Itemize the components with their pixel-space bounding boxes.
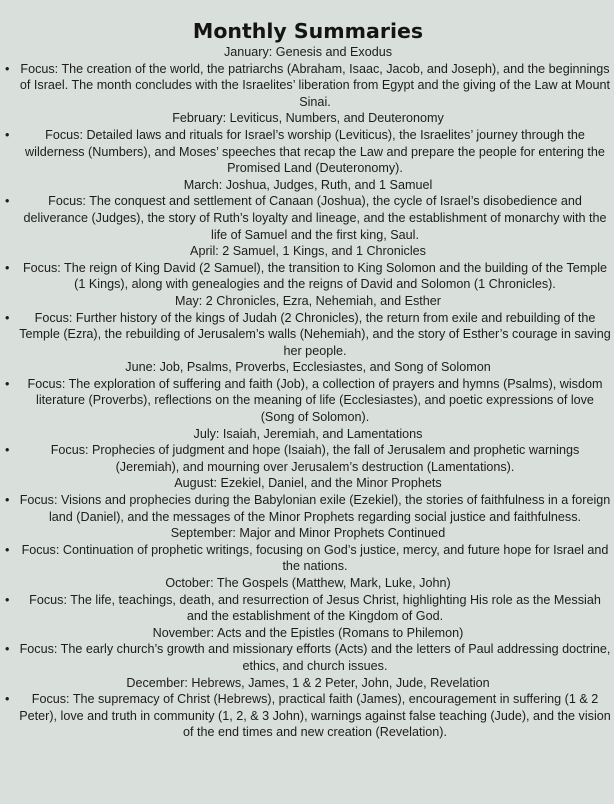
month-focus [4,592,612,625]
month-focus [4,691,612,741]
month-heading: June: Job, Psalms, Proverbs, Ecclesiastes, and Song of Solomon [125,360,491,375]
month-heading: July: Isaiah, Jeremiah, and Lamentations [193,426,423,441]
month-focus [4,260,612,293]
month-focus [4,442,612,475]
month-heading: September: Major and Minor Prophets Continued [170,526,446,541]
focus-text: Focus: Continuation of prophetic writings, focusing on God’s justice, mercy, and future hope for Israel and the nations. [21,542,609,574]
bullet-icon: • [5,310,10,325]
month-heading: January: Genesis and Exodus [223,45,393,59]
focus-text: Focus: Visions and prophecies during the Babylonian exile (Ezekiel), the stories of faithfulness in a foreign land (Daniel), and the messages of the Minor Prophets regarding social justice and faithfulness. [19,493,611,524]
month-heading: April: 2 Samuel, 1 Kings, and 1 Chronicles [190,244,426,259]
month-heading: August: Ezekiel, Daniel, and the Minor Prophets [174,476,442,491]
bullet-icon: • [5,127,10,142]
month-december [4,675,612,741]
focus-text: Focus: The life, teachings, death, and resurrection of Jesus Christ, highlighting His role as the Messiah and the establishment of the Kingdom of God. [29,592,601,624]
bullet-icon: • [5,592,10,607]
month-focus [4,127,612,177]
focus-text: Focus: Prophecies of judgment and hope (Isaiah), the fall of Jerusalem and prophetic warnings (Jeremiah), and mourning over Jerusalem’s destruction (Lamentations). [50,443,580,474]
focus-text: Focus: The reign of King David (2 Samuel), the transition to King Solomon and the building of the Temple (1 Kings), along with genealogies and the reigns of David and Solomon (1 Chronicles). [22,260,608,292]
month-focus [4,193,612,243]
month-august [4,475,612,525]
month-november [4,625,612,675]
focus-text: Focus: The supremacy of Christ (Hebrews), practical faith (James), encouragement in suffering (1 & 2 Peter), love and truth in community (1, 2, & 3 John), warnings against false teaching (Jude), and the vision of the end times and new creation (Revelation). [19,692,611,740]
month-heading: December: Hebrews, James, 1 & 2 Peter, John, Jude, Revelation [126,675,490,690]
month-july [4,426,612,476]
month-june [4,359,612,425]
month-focus [4,310,612,360]
month-february [4,110,612,176]
bullet-icon: • [5,443,10,458]
focus-text: Focus: The creation of the world, the patriarchs (Abraham, Isaac, Jacob, and Joseph), and the beginnings of Israel. The month concludes with the Israelites’ liberation from Egypt and the giving of the Law at Mount Sinai. [19,61,611,109]
month-october [4,575,612,625]
bullet-icon: • [5,692,10,707]
month-focus [4,61,612,111]
month-focus [4,376,612,426]
page-title: Monthly Summaries [192,19,424,43]
bullet-icon: • [5,642,10,657]
month-september [4,525,612,575]
month-heading: November: Acts and the Epistles (Romans to Philemon) [152,625,464,640]
month-heading: May: 2 Chronicles, Ezra, Nehemiah, and Esther [175,293,441,308]
month-heading: March: Joshua, Judges, Ruth, and 1 Samuel [183,177,433,192]
focus-text: Focus: The early church’s growth and missionary efforts (Acts) and the letters of Paul addressing doctrine, ethics, and church issues. [19,642,611,673]
bullet-icon: • [5,493,10,508]
month-march [4,177,612,243]
month-focus [4,542,612,575]
month-focus [4,641,612,674]
months-list [4,44,612,741]
focus-text: Focus: Detailed laws and rituals for Israel’s worship (Leviticus), the Israelites’ journey through the wilderness (Numbers), and Moses’ speeches that recap the Law and prepare the people for entering the Promised Land (Deuteronomy). [25,127,605,176]
bullet-icon: • [5,61,10,76]
month-january [4,44,612,110]
focus-text: Focus: The conquest and settlement of Canaan (Joshua), the cycle of Israel’s disobedience and deliverance (Judges), the story of Ruth’s loyalty and lineage, and the establishment of monarchy with the life of Samuel and the first king, Saul. [23,194,607,242]
month-focus [4,492,612,525]
month-april [4,243,612,293]
bullet-icon: • [5,542,10,557]
month-may [4,293,612,359]
month-heading: February: Leviticus, Numbers, and Deuteronomy [172,111,444,126]
focus-text: Focus: Further history of the kings of Judah (2 Chronicles), the return from exile and rebuilding of the Temple (Ezra), the rebuilding of Jerusalem’s walls (Nehemiah), and the story of Esther’s courage in saving her people. [19,310,611,358]
month-heading: October: The Gospels (Matthew, Mark, Luke, John) [165,576,451,590]
bullet-icon: • [5,260,10,275]
focus-text: Focus: The exploration of suffering and faith (Job), a collection of prayers and hymns (Psalms), wisdom literature (Proverbs), reflections on the meaning of life (Ecclesiastes), and poetic expressions of love (Song of Solomon). [27,376,603,425]
bullet-icon: • [5,376,10,391]
bullet-icon: • [5,194,10,209]
